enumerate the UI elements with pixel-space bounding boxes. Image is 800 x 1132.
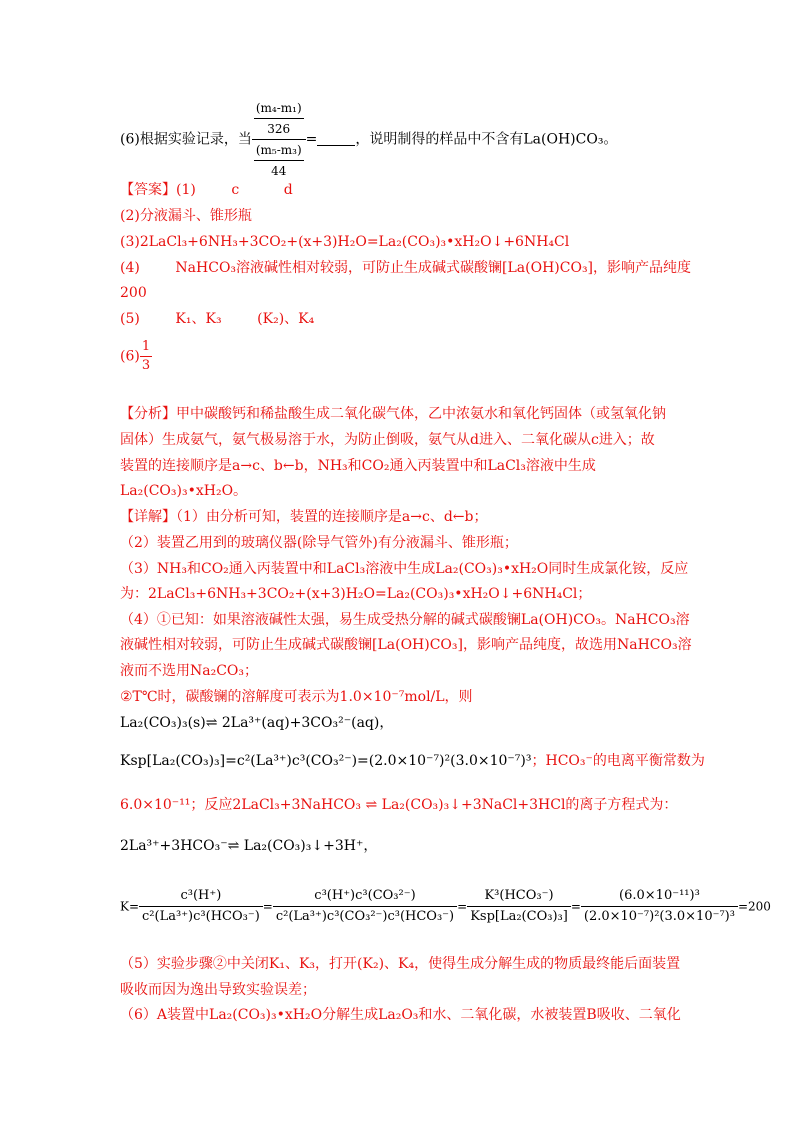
- detail-line-5: （4）①已知：如果溶液碱性太强，易生成受热分解的碱式碳酸镧La(OH)CO₃。NaHCO₃溶: [120, 612, 690, 628]
- answer-label: 【答案】: [120, 182, 176, 198]
- k-f2-den: c²(La³⁺)c³(CO₃²⁻)c³(HCO₃⁻): [275, 909, 455, 924]
- answer-6-num: 1: [140, 338, 152, 357]
- detail-line-9: 6.0×10⁻¹¹；反应2LaCl₃+3NaHCO₃ ⇌ La₂(CO₃)₃↓+3NaCl+3HCl的离子方程式为：: [120, 797, 678, 813]
- k-f4-num: (6.0×10⁻¹¹)³: [581, 886, 738, 907]
- q6-frac-top-num: (m₄-m₁): [254, 98, 304, 119]
- answer-line-3: (3)2LaCl₃+6NH₃+3CO₂+(x+3)H₂O=La₂(CO₃)₃•xH₂O↓+6NH₄Cl: [120, 234, 570, 250]
- q6-frac-bot-den: 44: [271, 164, 287, 178]
- q6-frac-top: [252, 98, 306, 140]
- analysis-text-1: 甲中碳酸钙和稀盐酸生成二氧化碳气体，乙中浓氨水和氧化钙固体（或氢氧化钠: [176, 406, 666, 422]
- k-fraction-2: [273, 886, 457, 927]
- answer-6-prefix: (6): [120, 348, 140, 365]
- q6-answer-blank: [317, 133, 355, 146]
- k-fraction-3: [467, 886, 571, 927]
- k-f3-den: Ksp[La₂(CO₃)₃]: [470, 909, 568, 924]
- k-eq-3: =: [570, 899, 581, 914]
- k-f2-num: c³(H⁺)c³(CO₃²⁻): [273, 886, 457, 907]
- k-f1-num: c³(H⁺): [139, 886, 263, 907]
- analysis-line-2: 固体）生成氨气，氨气极易溶于水，为防止倒吸，氨气从d进入、二氧化碳从c进入；故: [120, 432, 655, 448]
- q6-equals: =: [305, 131, 318, 148]
- detail-line-8: ②T℃时，碳酸镧的溶解度可表示为1.0×10⁻⁷mol/L，则: [120, 689, 473, 705]
- q6-suffix: ，说明制得的样品中不含有La(OH)CO₃。: [355, 131, 618, 148]
- detail-label: 【详解】: [120, 509, 176, 525]
- detail-line-10: （5）实验步骤②中关闭K₁、K₃，打开(K₂)、K₄，使得生成分解生成的物质最终能后面装置: [120, 956, 681, 972]
- analysis-line-4: La₂(CO₃)₃•xH₂O。: [120, 483, 248, 499]
- answer-line-4: (4) NaHCO₃溶液碱性相对较弱，可防止生成碱式碳酸镧[La(OH)CO₃]，影响产品纯度: [120, 260, 692, 276]
- k-fraction-1: [139, 886, 263, 927]
- answer-line-1: [120, 181, 293, 199]
- detail-line-1: [120, 508, 487, 526]
- equation-2-tail: ；HCO₃⁻的电离平衡常数为: [531, 753, 705, 769]
- k-expression: [120, 886, 771, 927]
- k-lhs: K=: [120, 899, 140, 914]
- answer-line-2: (2)分液漏斗、锥形瓶: [120, 208, 252, 224]
- k-result: =200: [737, 899, 771, 914]
- answer-6-den: 3: [141, 358, 151, 373]
- analysis-line-3: 装置的连接顺序是a→c、b←b，NH₃和CO₂通入丙装置中和LaCl₃溶液中生成: [120, 458, 596, 474]
- question-6: [120, 98, 617, 181]
- answer-line-4b: 200: [120, 285, 147, 301]
- q6-fraction: [252, 98, 306, 181]
- detail-line-11: 吸收而因为逸出导致实验误差；: [120, 982, 316, 998]
- detail-line-6: 液碱性相对较弱，可防止生成碱式碳酸镧[La(OH)CO₃]，影响产品纯度，故选用NaHCO₃溶: [120, 637, 692, 653]
- k-eq-1: =: [262, 899, 273, 914]
- q6-frac-bot: [252, 140, 306, 181]
- analysis-line-1: [120, 405, 666, 423]
- k-f4-den: (2.0×10⁻⁷)²(3.0×10⁻⁷)³: [583, 909, 735, 924]
- k-eq-2: =: [457, 899, 468, 914]
- detail-line-4: 为：2LaCl₃+6NH₃+3CO₂+(x+3)H₂O=La₂(CO₃)₃•xH₂O↓+6NH₄Cl；: [120, 586, 592, 602]
- equation-2: Ksp[La₂(CO₃)₃]=c²(La³⁺)c³(CO₃²⁻)=(2.0×10⁻⁷)²(3.0×10⁻⁷)³: [120, 753, 532, 769]
- detail-line-12: （6）A装置中La₂(CO₃)₃•xH₂O分解生成La₂O₃和水、二氧化碳，水被装置B吸收、二氧化: [120, 1007, 681, 1023]
- detail-line-3: （3）NH₃和CO₂通入丙装置中和LaCl₃溶液中生成La₂(CO₃)₃•xH₂O同时生成氯化铵，反应: [120, 561, 689, 577]
- k-fraction-4: [581, 886, 738, 927]
- answer-6-fraction: [140, 338, 152, 375]
- q6-prefix: (6)根据实验记录，当: [120, 131, 252, 148]
- detail-line-7: 液而不选用Na₂CO₃；: [120, 663, 259, 679]
- answer-line-5: (5) K₁、K₃ (K₂)、K₄: [120, 311, 315, 327]
- detail-line-2: （2）装置乙用到的玻璃仪器(除导气管外)有分液漏斗、锥形瓶；: [120, 535, 518, 551]
- detail-text-1: （1）由分析可知，装置的连接顺序是a→c、d←b；: [176, 509, 488, 525]
- answer-line-6: [120, 338, 152, 375]
- equation-2-line: [120, 752, 705, 770]
- q6-frac-top-den: 326: [267, 122, 291, 136]
- k-f1-den: c²(La³⁺)c³(HCO₃⁻): [142, 909, 260, 924]
- q6-frac-bot-num: (m₅-m₃): [254, 140, 304, 161]
- analysis-label: 【分析】: [120, 406, 176, 422]
- equation-3: 2La³⁺+3HCO₃⁻⇌ La₂(CO₃)₃↓+3H⁺，: [120, 838, 378, 854]
- answer-1: (1) c d: [176, 182, 293, 198]
- equation-1: La₂(CO₃)₃(s)⇌ 2La³⁺(aq)+3CO₃²⁻(aq)，: [120, 715, 394, 731]
- k-f3-num: K³(HCO₃⁻): [467, 886, 571, 907]
